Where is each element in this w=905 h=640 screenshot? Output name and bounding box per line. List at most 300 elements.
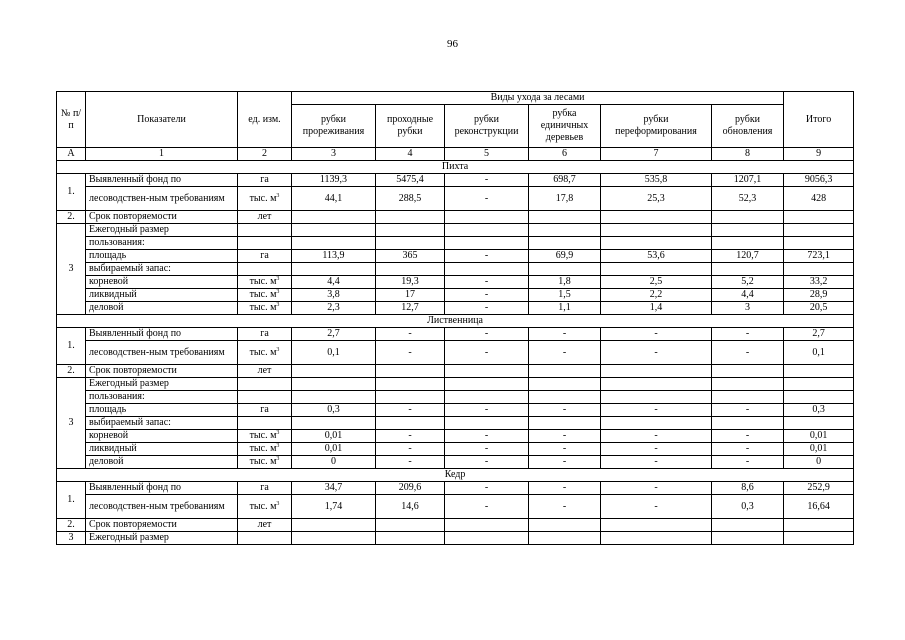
- column-number: 7: [601, 148, 712, 161]
- total-cell: [784, 237, 854, 250]
- value-cell: 2,7: [292, 328, 376, 341]
- value-cell: [601, 391, 712, 404]
- value-cell: [529, 391, 601, 404]
- unit-text: га: [260, 404, 269, 415]
- value-cell: 52,3: [712, 187, 784, 211]
- value-cell: [445, 532, 529, 545]
- row-number: 1.: [57, 328, 86, 365]
- value-cell: 5,2: [712, 276, 784, 289]
- unit-text: тыс. м: [249, 500, 277, 512]
- value-cell: -: [529, 482, 601, 495]
- value-cell: [376, 391, 445, 404]
- total-cell: [784, 211, 854, 224]
- table-row: [57, 276, 854, 289]
- column-number: 3: [292, 148, 376, 161]
- value-cell: [376, 378, 445, 391]
- value-cell: -: [445, 328, 529, 341]
- section-row: [57, 161, 854, 174]
- value-cell: 365: [376, 250, 445, 263]
- total-cell: 0,3: [784, 404, 854, 417]
- unit-cell: [238, 250, 292, 263]
- indicator-cell: лесоводствен-ным требованиям: [86, 341, 238, 365]
- unit-text: лет: [257, 365, 272, 376]
- value-cell: [445, 211, 529, 224]
- value-cell: [292, 519, 376, 532]
- value-cell: -: [376, 430, 445, 443]
- value-cell: 5475,4: [376, 174, 445, 187]
- value-cell: -: [529, 404, 601, 417]
- value-cell: [445, 519, 529, 532]
- header-type: рубки обновления: [712, 105, 784, 148]
- total-cell: [784, 365, 854, 378]
- unit-cell: [238, 341, 292, 365]
- value-cell: -: [445, 430, 529, 443]
- unit-superscript: 3: [276, 192, 280, 199]
- indicator-cell: Ежегодный размер: [86, 224, 238, 237]
- row-number: 3: [57, 224, 86, 315]
- total-cell: [784, 378, 854, 391]
- row-number: 1.: [57, 482, 86, 519]
- total-cell: 33,2: [784, 276, 854, 289]
- total-cell: 0,01: [784, 430, 854, 443]
- unit-cell: [238, 378, 292, 391]
- unit-superscript: 3: [276, 276, 280, 282]
- header-type: рубки переформирования: [601, 105, 712, 148]
- unit-text: лет: [257, 211, 272, 222]
- value-cell: 2,3: [292, 302, 376, 315]
- indicator-cell: пользования:: [86, 391, 238, 404]
- value-cell: 0: [292, 456, 376, 469]
- row-number: 3: [57, 378, 86, 469]
- value-cell: -: [529, 495, 601, 519]
- value-cell: -: [712, 430, 784, 443]
- value-cell: [529, 519, 601, 532]
- indicator-cell: Срок повторяемости: [86, 365, 238, 378]
- value-cell: 3: [712, 302, 784, 315]
- table-row: [57, 482, 854, 495]
- value-cell: 1207,1: [712, 174, 784, 187]
- value-cell: [712, 224, 784, 237]
- unit-cell: [238, 456, 292, 469]
- value-cell: 1,74: [292, 495, 376, 519]
- value-cell: [376, 417, 445, 430]
- total-cell: 16,64: [784, 495, 854, 519]
- indicator-cell: ликвидный: [86, 443, 238, 456]
- value-cell: 1,5: [529, 289, 601, 302]
- value-cell: -: [601, 443, 712, 456]
- value-cell: [376, 263, 445, 276]
- indicator-cell: Ежегодный размер: [86, 532, 238, 545]
- value-cell: 1,4: [601, 302, 712, 315]
- unit-cell: [238, 211, 292, 224]
- value-cell: 1,8: [529, 276, 601, 289]
- value-cell: 3,8: [292, 289, 376, 302]
- value-cell: 17: [376, 289, 445, 302]
- value-cell: [601, 237, 712, 250]
- value-cell: 25,3: [601, 187, 712, 211]
- value-cell: -: [376, 456, 445, 469]
- indicator-cell: выбираемый запас:: [86, 263, 238, 276]
- value-cell: [601, 532, 712, 545]
- table-row: [57, 391, 854, 404]
- table-row: [57, 224, 854, 237]
- value-cell: -: [601, 328, 712, 341]
- table-row: [57, 456, 854, 469]
- unit-superscript: 3: [276, 302, 280, 308]
- value-cell: -: [529, 341, 601, 365]
- value-cell: -: [376, 341, 445, 365]
- value-cell: -: [445, 482, 529, 495]
- value-cell: [376, 237, 445, 250]
- column-number: 2: [238, 148, 292, 161]
- indicator-cell: деловой: [86, 456, 238, 469]
- unit-text: тыс. м: [249, 443, 277, 454]
- value-cell: 17,8: [529, 187, 601, 211]
- value-cell: 19,3: [376, 276, 445, 289]
- value-cell: [445, 378, 529, 391]
- value-cell: -: [529, 456, 601, 469]
- table-row: [57, 443, 854, 456]
- value-cell: 209,6: [376, 482, 445, 495]
- row-number: 2.: [57, 365, 86, 378]
- column-number: 1: [86, 148, 238, 161]
- total-cell: 28,9: [784, 289, 854, 302]
- value-cell: [601, 224, 712, 237]
- unit-text: тыс. м: [249, 289, 277, 300]
- indicator-cell: площадь: [86, 404, 238, 417]
- value-cell: [376, 211, 445, 224]
- column-number: 9: [784, 148, 854, 161]
- table-row: [57, 174, 854, 187]
- unit-cell: [238, 417, 292, 430]
- value-cell: -: [445, 289, 529, 302]
- value-cell: 14,6: [376, 495, 445, 519]
- table-row: [57, 263, 854, 276]
- value-cell: -: [712, 328, 784, 341]
- value-cell: [529, 532, 601, 545]
- value-cell: 0,1: [292, 341, 376, 365]
- value-cell: [529, 365, 601, 378]
- value-cell: [292, 211, 376, 224]
- unit-superscript: 3: [276, 346, 280, 353]
- value-cell: [445, 263, 529, 276]
- value-cell: [445, 391, 529, 404]
- section-row: [57, 315, 854, 328]
- section-title: Кедр: [57, 469, 854, 482]
- value-cell: [445, 417, 529, 430]
- value-cell: [529, 211, 601, 224]
- value-cell: -: [712, 443, 784, 456]
- value-cell: -: [601, 341, 712, 365]
- total-cell: [784, 417, 854, 430]
- row-number: 2.: [57, 211, 86, 224]
- unit-cell: [238, 532, 292, 545]
- value-cell: [601, 263, 712, 276]
- row-number: 3: [57, 532, 86, 545]
- value-cell: 2,5: [601, 276, 712, 289]
- total-cell: 20,5: [784, 302, 854, 315]
- total-cell: 0: [784, 456, 854, 469]
- header-type: рубки прореживания: [292, 105, 376, 148]
- unit-cell: [238, 276, 292, 289]
- indicator-cell: выбираемый запас:: [86, 417, 238, 430]
- value-cell: 2,2: [601, 289, 712, 302]
- value-cell: -: [445, 404, 529, 417]
- value-cell: [292, 417, 376, 430]
- value-cell: -: [601, 456, 712, 469]
- value-cell: -: [601, 430, 712, 443]
- value-cell: 44,1: [292, 187, 376, 211]
- unit-text: тыс. м: [249, 276, 277, 287]
- unit-text: тыс. м: [249, 346, 277, 358]
- indicator-cell: Срок повторяемости: [86, 211, 238, 224]
- unit-text: га: [260, 328, 269, 339]
- total-cell: [784, 519, 854, 532]
- table-row: [57, 289, 854, 302]
- value-cell: [712, 211, 784, 224]
- forest-care-table: [56, 91, 854, 545]
- value-cell: -: [529, 328, 601, 341]
- unit-cell: [238, 289, 292, 302]
- total-cell: 428: [784, 187, 854, 211]
- table-row: [57, 250, 854, 263]
- total-cell: 0,1: [784, 341, 854, 365]
- column-number-row: [57, 148, 854, 161]
- unit-text: тыс. м: [249, 430, 277, 441]
- value-cell: 34,7: [292, 482, 376, 495]
- unit-superscript: 3: [276, 289, 280, 295]
- unit-cell: [238, 302, 292, 315]
- value-cell: -: [445, 174, 529, 187]
- section-title: Пихта: [57, 161, 854, 174]
- table-row: [57, 237, 854, 250]
- total-cell: [784, 532, 854, 545]
- table-row: [57, 378, 854, 391]
- column-number: 5: [445, 148, 529, 161]
- value-cell: 0,3: [292, 404, 376, 417]
- unit-text: тыс. м: [249, 456, 277, 467]
- unit-superscript: 3: [276, 443, 280, 449]
- value-cell: [712, 263, 784, 276]
- value-cell: 8,6: [712, 482, 784, 495]
- indicator-cell: корневой: [86, 430, 238, 443]
- header-indicator: Показатели: [86, 92, 238, 148]
- value-cell: 698,7: [529, 174, 601, 187]
- unit-superscript: 3: [276, 500, 280, 507]
- value-cell: -: [376, 404, 445, 417]
- header-type: рубки реконструкции: [445, 105, 529, 148]
- indicator-cell: Выявленный фонд по: [86, 174, 238, 187]
- value-cell: [529, 378, 601, 391]
- value-cell: -: [445, 187, 529, 211]
- unit-cell: [238, 495, 292, 519]
- value-cell: -: [601, 404, 712, 417]
- value-cell: [292, 532, 376, 545]
- indicator-cell: лесоводствен-ным требованиям: [86, 187, 238, 211]
- table-row: [57, 404, 854, 417]
- total-cell: 0,01: [784, 443, 854, 456]
- row-number: 1.: [57, 174, 86, 211]
- unit-cell: [238, 328, 292, 341]
- value-cell: 535,8: [601, 174, 712, 187]
- column-number: 4: [376, 148, 445, 161]
- total-cell: 723,1: [784, 250, 854, 263]
- value-cell: -: [601, 482, 712, 495]
- table-row: [57, 328, 854, 341]
- unit-superscript: 3: [276, 456, 280, 462]
- value-cell: [712, 391, 784, 404]
- unit-cell: [238, 263, 292, 276]
- header-type: рубка единичных деревьев: [529, 105, 601, 148]
- total-cell: 252,9: [784, 482, 854, 495]
- table-row: [57, 495, 854, 519]
- value-cell: 1,1: [529, 302, 601, 315]
- value-cell: -: [376, 328, 445, 341]
- value-cell: 4,4: [712, 289, 784, 302]
- unit-cell: [238, 237, 292, 250]
- unit-text: тыс. м: [249, 192, 277, 204]
- table-row: [57, 302, 854, 315]
- value-cell: [292, 378, 376, 391]
- unit-cell: [238, 187, 292, 211]
- value-cell: 4,4: [292, 276, 376, 289]
- table-row: [57, 341, 854, 365]
- indicator-cell: ликвидный: [86, 289, 238, 302]
- value-cell: -: [712, 456, 784, 469]
- indicator-cell: Выявленный фонд по: [86, 328, 238, 341]
- value-cell: [601, 417, 712, 430]
- value-cell: [376, 224, 445, 237]
- value-cell: [292, 391, 376, 404]
- total-cell: [784, 391, 854, 404]
- value-cell: [712, 532, 784, 545]
- value-cell: -: [445, 276, 529, 289]
- value-cell: [292, 237, 376, 250]
- column-number: А: [57, 148, 86, 161]
- unit-cell: [238, 224, 292, 237]
- value-cell: 0,01: [292, 443, 376, 456]
- unit-superscript: 3: [276, 430, 280, 436]
- value-cell: [445, 237, 529, 250]
- column-number: 8: [712, 148, 784, 161]
- unit-cell: [238, 443, 292, 456]
- unit-text: тыс. м: [249, 302, 277, 313]
- value-cell: -: [529, 443, 601, 456]
- table-row: [57, 519, 854, 532]
- value-cell: [292, 263, 376, 276]
- total-cell: 2,7: [784, 328, 854, 341]
- value-cell: -: [445, 443, 529, 456]
- header-group: Виды ухода за лесами: [292, 92, 784, 105]
- value-cell: [712, 417, 784, 430]
- value-cell: 0,01: [292, 430, 376, 443]
- unit-text: га: [260, 174, 269, 185]
- value-cell: 12,7: [376, 302, 445, 315]
- unit-cell: [238, 174, 292, 187]
- value-cell: [712, 378, 784, 391]
- value-cell: 0,3: [712, 495, 784, 519]
- table-row: [57, 417, 854, 430]
- value-cell: [292, 365, 376, 378]
- page-number: 96: [447, 38, 458, 50]
- unit-cell: [238, 404, 292, 417]
- value-cell: -: [712, 404, 784, 417]
- value-cell: [376, 519, 445, 532]
- value-cell: [601, 365, 712, 378]
- indicator-cell: лесоводствен-ным требованиям: [86, 495, 238, 519]
- indicator-cell: Срок повторяемости: [86, 519, 238, 532]
- value-cell: [529, 263, 601, 276]
- row-number: 2.: [57, 519, 86, 532]
- value-cell: [529, 417, 601, 430]
- total-cell: 9056,3: [784, 174, 854, 187]
- value-cell: [529, 224, 601, 237]
- total-cell: [784, 224, 854, 237]
- unit-cell: [238, 391, 292, 404]
- value-cell: 1139,3: [292, 174, 376, 187]
- unit-cell: [238, 365, 292, 378]
- section-row: [57, 469, 854, 482]
- value-cell: -: [712, 341, 784, 365]
- indicator-cell: корневой: [86, 276, 238, 289]
- value-cell: -: [445, 302, 529, 315]
- total-cell: [784, 263, 854, 276]
- value-cell: -: [445, 456, 529, 469]
- indicator-cell: площадь: [86, 250, 238, 263]
- value-cell: 113,9: [292, 250, 376, 263]
- value-cell: [445, 224, 529, 237]
- header-num: № п/п: [57, 92, 86, 148]
- value-cell: [712, 237, 784, 250]
- table-body: [57, 148, 854, 545]
- value-cell: 53,6: [601, 250, 712, 263]
- indicator-cell: деловой: [86, 302, 238, 315]
- value-cell: [712, 519, 784, 532]
- section-title: Лиственница: [57, 315, 854, 328]
- value-cell: [601, 519, 712, 532]
- value-cell: -: [601, 495, 712, 519]
- table-row: [57, 211, 854, 224]
- value-cell: 288,5: [376, 187, 445, 211]
- value-cell: -: [376, 443, 445, 456]
- value-cell: [601, 211, 712, 224]
- table-row: [57, 430, 854, 443]
- table-row: [57, 365, 854, 378]
- value-cell: -: [445, 250, 529, 263]
- value-cell: [601, 378, 712, 391]
- unit-cell: [238, 482, 292, 495]
- table-row: [57, 532, 854, 545]
- table-row: [57, 187, 854, 211]
- value-cell: [376, 532, 445, 545]
- value-cell: -: [445, 341, 529, 365]
- value-cell: 69,9: [529, 250, 601, 263]
- value-cell: [712, 365, 784, 378]
- value-cell: -: [445, 495, 529, 519]
- unit-cell: [238, 430, 292, 443]
- indicator-cell: Ежегодный размер: [86, 378, 238, 391]
- value-cell: [445, 365, 529, 378]
- unit-text: лет: [257, 519, 272, 530]
- column-number: 6: [529, 148, 601, 161]
- header-type: проходные рубки: [376, 105, 445, 148]
- indicator-cell: Выявленный фонд по: [86, 482, 238, 495]
- header-total: Итого: [784, 92, 854, 148]
- value-cell: 120,7: [712, 250, 784, 263]
- value-cell: [292, 224, 376, 237]
- unit-text: га: [260, 250, 269, 261]
- header-unit: ед. изм.: [238, 92, 292, 148]
